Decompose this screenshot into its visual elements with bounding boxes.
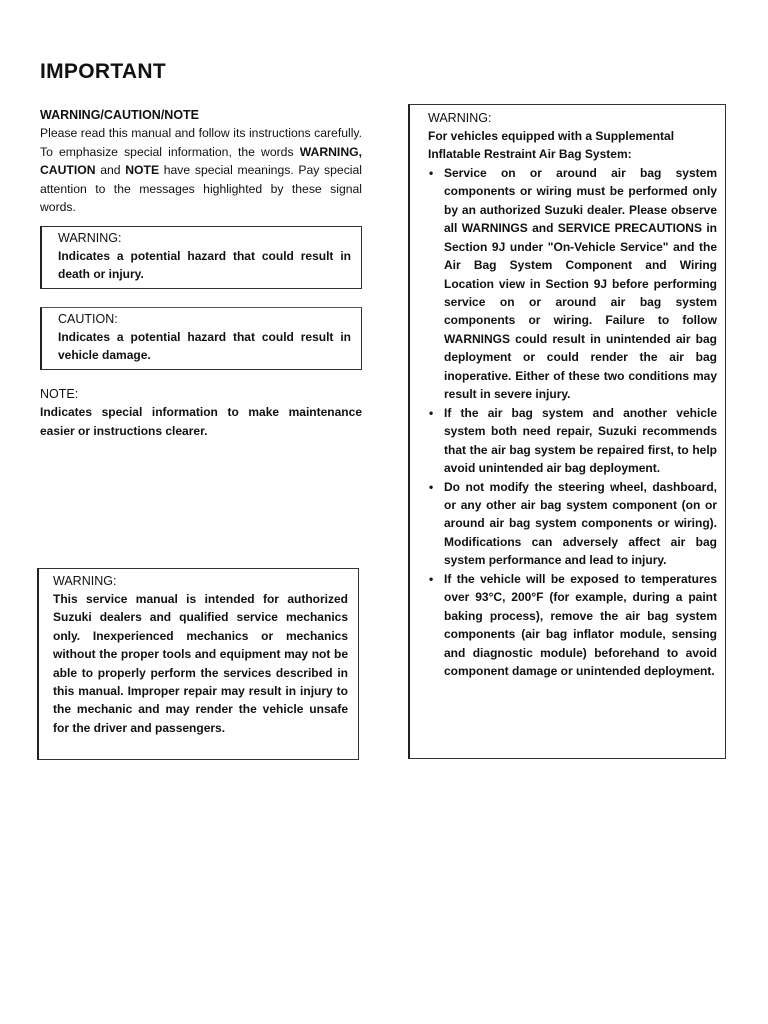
list-item-text: If the air bag system and another vehicle system both need repair, Suzuki recommends that the air bag system be repaired first, to help avoid unintended air bag deployment.: [444, 405, 717, 476]
intro-text: [40, 124, 362, 217]
list-item: [428, 404, 717, 478]
bullet-icon: •: [429, 405, 434, 420]
warning-definition-text: Indicates a potential hazard that could result in death or injury.: [58, 249, 351, 282]
intro-text-part2: have special meanings. Pay special attention to the messages highlighted by these signal words.: [40, 163, 362, 214]
list-item-text: Do not modify the steering wheel, dashboard, or any other air bag system component (on or around air bag system components or wiring). Modifications can adversely affect air bag system performance and lead to injury.: [444, 479, 717, 568]
service-manual-warning-box: [37, 568, 359, 760]
bullet-icon: •: [429, 571, 434, 586]
airbag-warning-label: WARNING:: [428, 111, 492, 125]
bullet-icon: •: [429, 165, 434, 180]
intro-heading: WARNING/CAUTION/NOTE: [40, 108, 200, 122]
list-item: [428, 478, 717, 570]
caution-definition-text: Indicates a potential hazard that could result in vehicle damage.: [58, 330, 351, 363]
service-warning-label: WARNING:: [53, 574, 117, 588]
list-item-text: Service on or around air bag system components or wiring must be performed only by an authorized Suzuki dealer. Please observe all WARNINGS and SERVICE PRECAUTIONS in Section 9J under "On-Vehicle Service" and the Air Bag System Component and Wiring Location view in Section 9J before performing service on or around air bag system components or wiring. Failure to follow WARNINGS could result in unintended air bag deployment or could render the air bag inoperative. Either of these two conditions may result in severe injury.: [444, 165, 717, 402]
airbag-warning-intro: For vehicles equipped with a Supplemental Inflatable Restraint Air Bag System:: [428, 129, 675, 162]
note-label: NOTE:: [40, 387, 79, 401]
warning-definition-box: [40, 226, 362, 289]
service-warning-text: This service manual is intended for authorized Suzuki dealers and qualified service mechanics only. Inexperienced mechanics or mechanics without the proper tools and equipment may not be able to properly perform the services described in this manual. Improper repair may result in injury to the mechanic and may render the vehicle unsafe for the driver and passengers.: [53, 592, 348, 735]
note-definition: [40, 385, 362, 440]
airbag-warning-list: [428, 164, 717, 681]
list-item: [428, 570, 717, 681]
page-title: IMPORTANT: [40, 60, 166, 83]
caution-definition-box: [40, 307, 362, 370]
list-item-text: If the vehicle will be exposed to temperatures over 93°C, 200°F (for example, during a paint baking process), remove the air bag system components (air bag inflator module, sensing and diagnostic module) beforehand to avoid component damage or unintended deployment.: [444, 571, 717, 679]
bullet-icon: •: [429, 479, 434, 494]
intro-keyword-warning-caution: WARNING, CAUTION: [40, 144, 362, 177]
caution-label: CAUTION:: [58, 312, 118, 326]
intro-section: [40, 106, 362, 217]
note-definition-text: Indicates special information to make maintenance easier or instructions clearer.: [40, 405, 362, 438]
airbag-warning-box: [408, 104, 726, 759]
intro-text-part1: Please read this manual and follow its instructions carefully. To emphasize special information, the words: [40, 126, 362, 159]
intro-keyword-note: NOTE: [125, 163, 160, 177]
list-item: [428, 164, 717, 404]
intro-text-and: and: [95, 163, 126, 177]
warning-label: WARNING:: [58, 231, 122, 245]
